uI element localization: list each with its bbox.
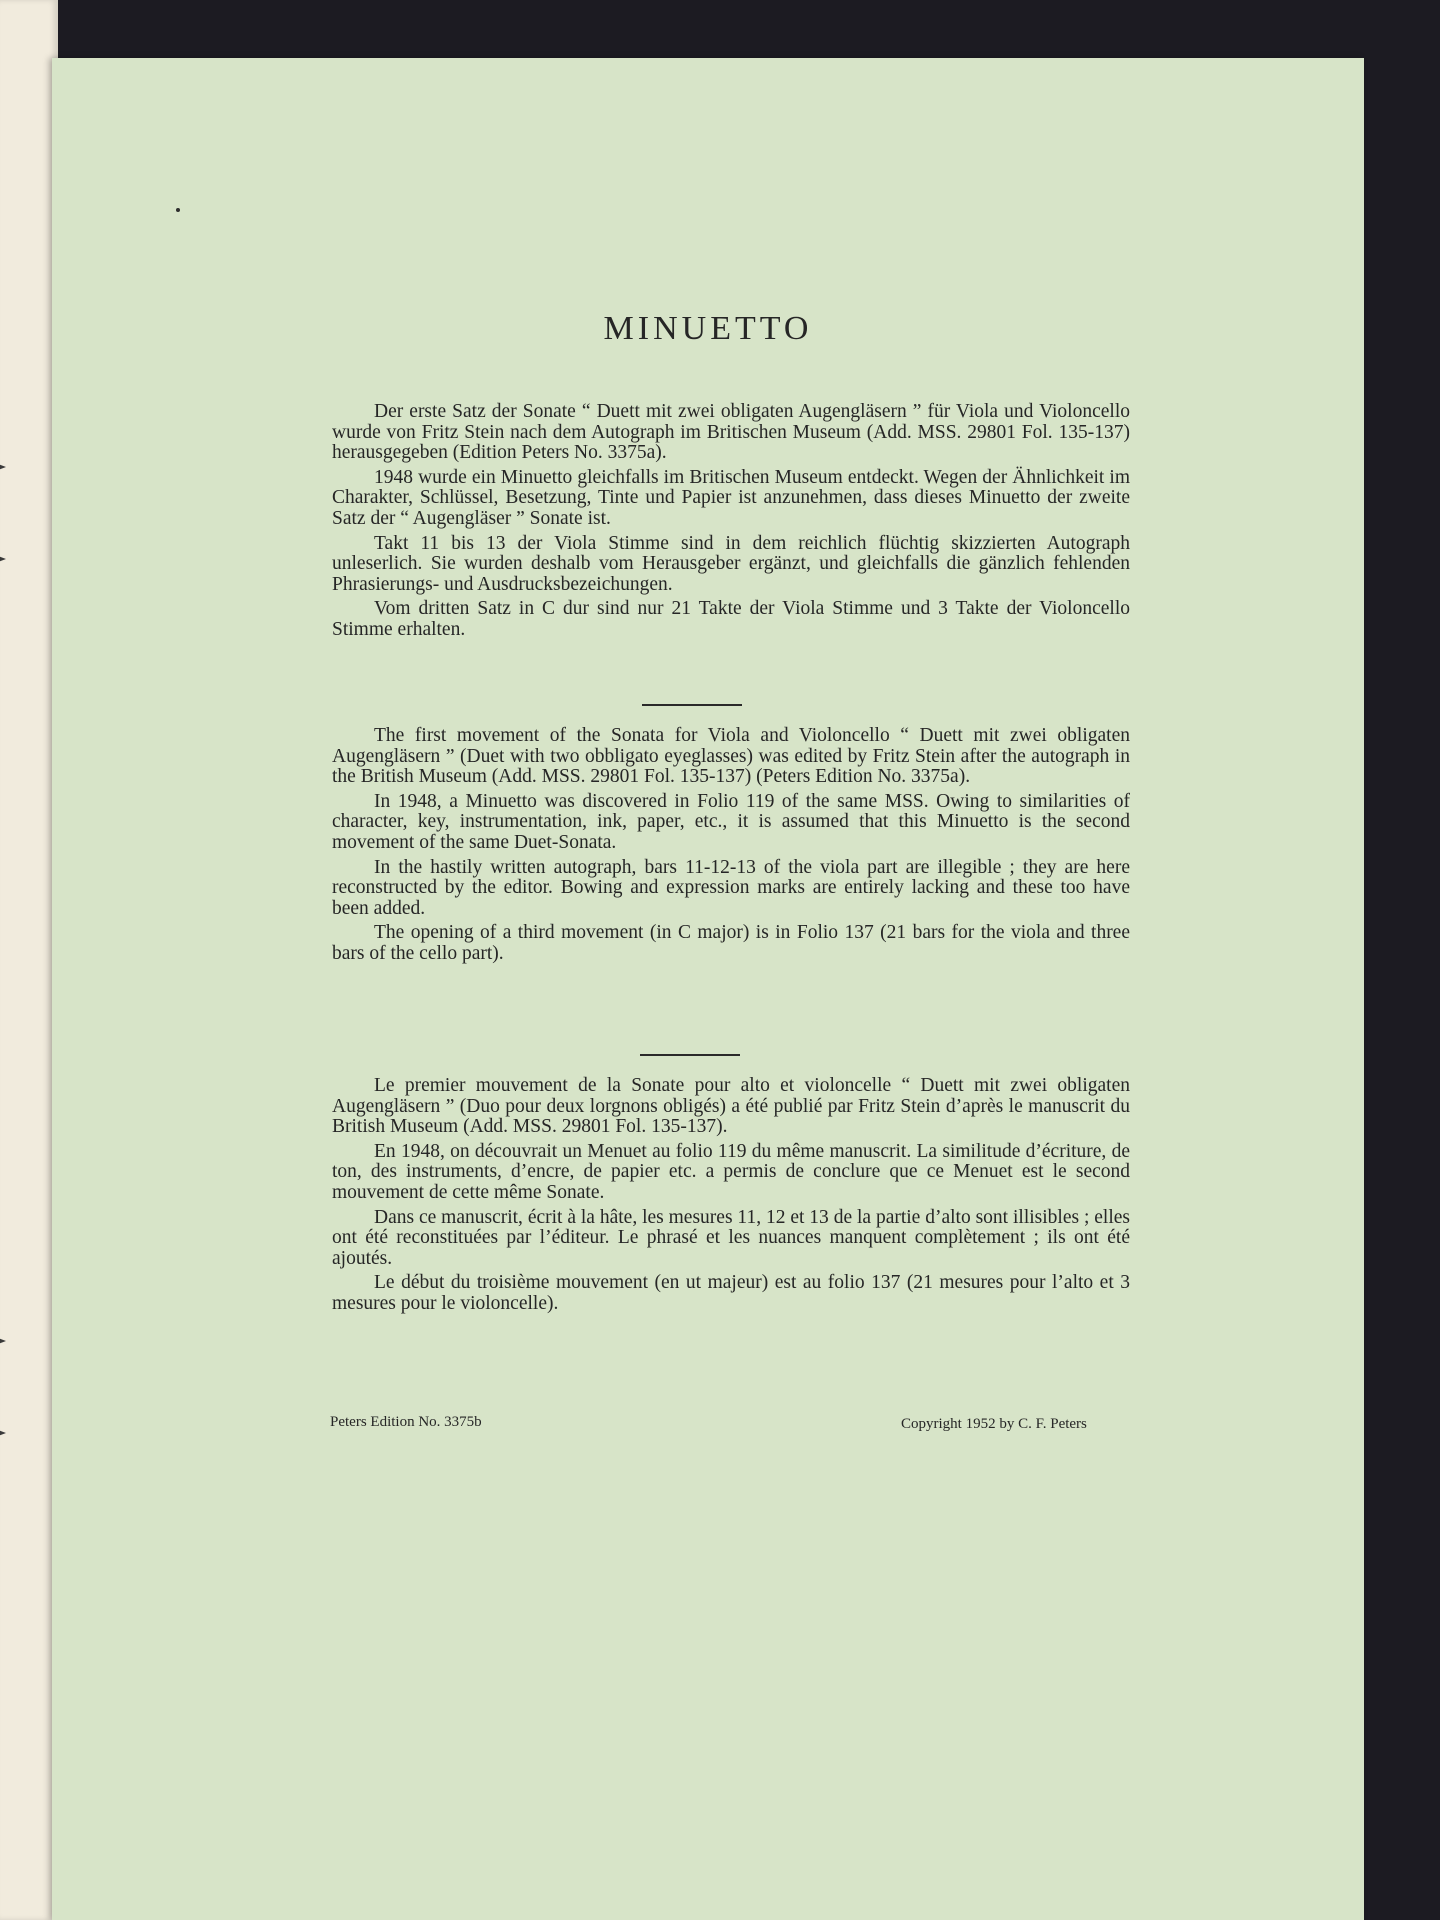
paragraph: 1948 wurde ein Minuetto gleichfalls im Britischen Museum entdeckt. Wegen der Ähnlichkeit im Charakter, Schlüssel, Besetzung, Tinte und Papier ist anzunehmen, dass dieses Minuetto der zweite Satz der “ Augengläser ” Sonate ist. (332, 466, 1130, 529)
binding-mark (0, 1338, 6, 1344)
section-divider (640, 1054, 740, 1056)
paragraph: The opening of a third movement (in C major) is in Folio 137 (21 bars for the viola and three bars of the cello part). (332, 922, 1130, 964)
paragraph: Le début du troisième mouvement (en ut majeur) est au folio 137 (21 mesures pour l’alto et 3 mesures pour le violoncelle). (332, 1272, 1130, 1314)
paragraph: Dans ce manuscrit, écrit à la hâte, les mesures 11, 12 et 13 de la partie d’alto sont illisibles ; elles ont été reconstituées par l’éditeur. Le phrasé et les nuances manquent complètement ; ils ont été ajoutés. (332, 1206, 1130, 1269)
paragraph: Der erste Satz der Sonate “ Duett mit zwei obligaten Augengläsern ” für Viola und Violoncello wurde von Fritz Stein nach dem Autograph im Britischen Museum (Add. MSS. 29801 Fol. 135-137) herausgegeben (Edition Peters No. 3375a). (332, 401, 1130, 464)
paragraph: In 1948, a Minuetto was discovered in Folio 119 of the same MSS. Owing to similarities of character, key, instrumentation, ink, paper, etc., it is assumed that this Minuetto is the second movement of the same Duet-Sonata. (332, 790, 1130, 853)
paragraph: En 1948, on découvrait un Menuet au folio 119 du même manuscrit. La similitude d’écriture, de ton, des instruments, d’encre, de papier etc. a permis de conclure que ce Menuet est le second mouvement de cette même Sonate. (332, 1140, 1130, 1203)
paragraph: The first movement of the Sonata for Viola and Violoncello “ Duett mit zwei obligaten Augengläsern ” (Duet with two obbligato eyeglasses) was edited by Fritz Stein after the autograph in the British Museum (Add. MSS. 29801 Fol. 135-137) (Peters Edition No. 3375a). (332, 725, 1130, 788)
copyright-notice: Copyright 1952 by C. F. Peters (901, 1416, 1087, 1432)
edition-number: Peters Edition No. 3375b (330, 1414, 482, 1430)
binding-mark (0, 556, 6, 562)
adjacent-page-edge (0, 0, 58, 1920)
document-page (52, 58, 1364, 1920)
paragraph: In the hastily written autograph, bars 11-12-13 of the viola part are illegible ; they are here reconstructed by the editor. Bowing and expression marks are entirely lacking and these too have been added. (332, 856, 1130, 919)
english-text (332, 726, 1130, 969)
french-text (332, 1076, 1130, 1319)
binding-mark (0, 464, 6, 470)
paragraph: Le premier mouvement de la Sonate pour alto et violoncelle “ Duett mit zwei obligaten Augengläsern ” (Duo pour deux lorgnons obligés) a été publié par Fritz Stein d’après le manuscrit du British Museum (Add. MSS. 29801 Fol. 135-137). (332, 1075, 1130, 1138)
paper-speck (176, 208, 180, 212)
binding-mark (0, 1430, 6, 1436)
section-divider (642, 704, 742, 706)
german-text (332, 402, 1130, 645)
page-title: MINUETTO (603, 310, 813, 347)
paragraph: Vom dritten Satz in C dur sind nur 21 Takte der Viola Stimme und 3 Takte der Violoncello Stimme erhalten. (332, 598, 1130, 640)
paragraph: Takt 11 bis 13 der Viola Stimme sind in dem reichlich flüchtig skizzierten Autograph unleserlich. Sie wurden deshalb vom Herausgeber ergänzt, und gleichfalls die gänzlich fehlenden Phrasierungs- und Ausdrucksbezeichungen. (332, 532, 1130, 595)
